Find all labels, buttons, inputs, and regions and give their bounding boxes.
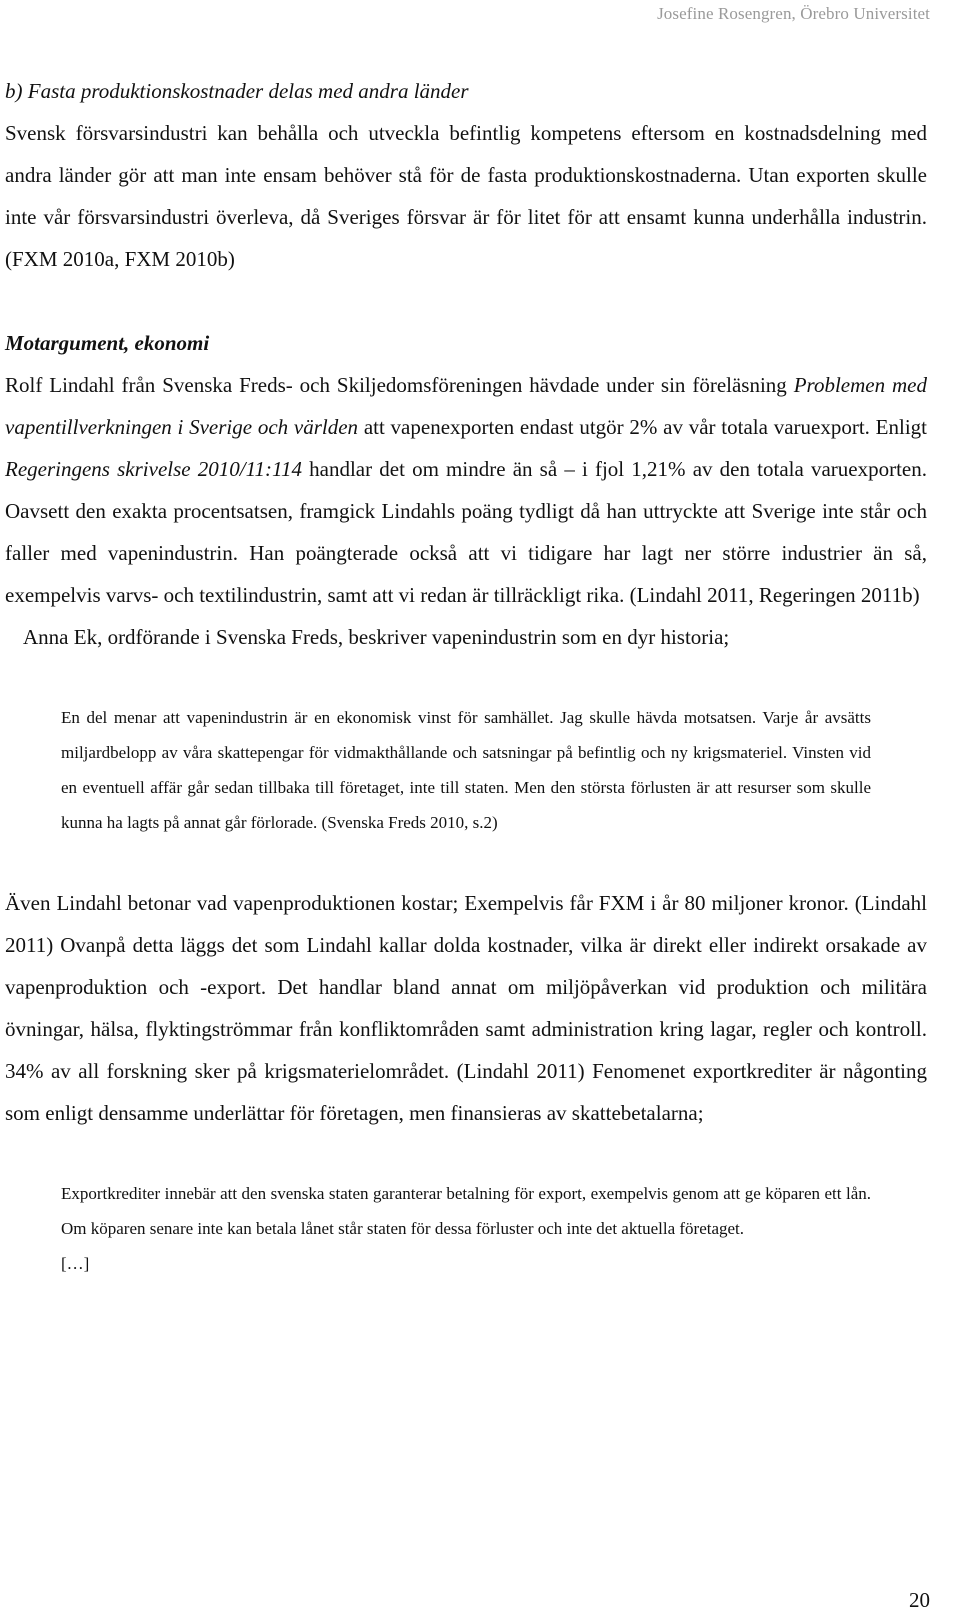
lecture-title: Problemen med vapentillverkningen i Sverige och världen [5, 373, 927, 439]
spacer [5, 840, 927, 882]
motargument-paragraph [5, 364, 927, 616]
spacer [5, 280, 927, 322]
document-body [5, 70, 927, 1281]
section-b-paragraph: Svensk försvarsindustri kan behålla och utveckla befintlig kompetens eftersom en kostnadsdelning med andra länder gör att man inte ensam behöver stå för de fasta produktionskostnaderna. Utan exporten skulle inte vår försvarsindustri överleva, då Sveriges försvar är för litet för att ensamt kunna underhålla industrin. (FXM 2010a, FXM 2010b) [5, 121, 927, 271]
anna-ek-paragraph: Anna Ek, ordförande i Svenska Freds, beskriver vapenindustrin som en dyr historia; [23, 625, 730, 649]
page-number: 20 [909, 1588, 930, 1612]
motargument-text-2: att vapenexporten endast utgör 2% av vår totala varuexport. Enligt [358, 415, 927, 439]
quote-ellipsis: […] [61, 1254, 90, 1273]
page-header: Josefine Rosengren, Örebro Universitet [657, 4, 930, 23]
motargument-heading: Motargument, ekonomi [5, 331, 210, 355]
spacer [5, 1134, 927, 1176]
government-document-title: Regeringens skrivelse 2010/11:114 [5, 457, 302, 481]
block-quote-svenska-freds: En del menar att vapenindustrin är en ekonomisk vinst för samhället. Jag skulle hävda motsatsen. Varje år avsätts miljardbelopp av våra skattepengar för vidmakthållande och satsningar på befintlig och ny krigsmateriel. Vinsten vid en eventuell affär går sedan tillbaka till företaget, inte till staten. Men den största förlusten är att resurser som skulle kunna ha lagts på annat går förlorade. (Svenska Freds 2010, s.2) [61, 708, 871, 832]
section-heading-b: b) Fasta produktionskostnader delas med andra länder [5, 79, 469, 103]
block-quote-exportkrediter: Exportkrediter innebär att den svenska staten garanterar betalning för export, exempelvis genom att ge köparen ett lån. Om köparen senare inte kan betala lånet står staten för dessa förluster och inte det aktuella företaget. [61, 1184, 871, 1238]
motargument-text-1: Rolf Lindahl från Svenska Freds- och Skiljedomsföreningen hävdade under sin föreläsning [5, 373, 794, 397]
spacer [5, 658, 927, 700]
lindahl-costs-paragraph: Även Lindahl betonar vad vapenproduktionen kostar; Exempelvis får FXM i år 80 miljoner kronor. (Lindahl 2011) Ovanpå detta läggs det som Lindahl kallar dolda kostnader, vilka är direkt eller indirekt orsakade av vapenproduktion och -export. Det handlar bland annat om miljöpåverkan vid produktion och militära övningar, hälsa, flyktingströmmar från konfliktområden samt administration kring lagar, regler och kontroll. 34% av all forskning sker på krigsmaterielområdet. (Lindahl 2011) Fenomenet exportkrediter är någonting som enligt densamme underlättar för företagen, men finansieras av skattebetalarna; [5, 891, 927, 1125]
motargument-text-3: handlar det om mindre än så – i fjol 1,21% av den totala varuexporten. Oavsett den exakta procentsatsen, framgick Lindahls poäng tydligt då han uttryckte att Sverige inte står och faller med vapenindustrin. Han poängterade också att vi tidigare har lagt ner större industrier än så, exempelvis varvs- och textilindustrin, samt att vi redan är tillräckligt rika. (Lindahl 2011, Regeringen 2011b) [5, 457, 927, 607]
